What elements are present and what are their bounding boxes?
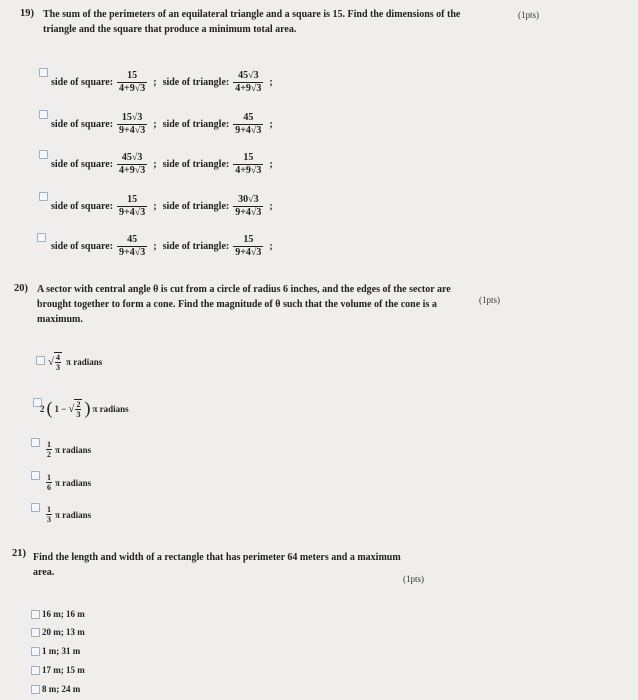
- q21-option-3-checkbox[interactable]: [31, 647, 40, 656]
- q20-unit: π radians: [55, 477, 92, 488]
- q19-opt3-square-fraction: $\frac{45√3}{4+9√3}$: [119, 152, 146, 176]
- q20-opt5-fraction: 1 3: [47, 505, 51, 524]
- q21-option-2-label: 20 m; 13 m: [42, 627, 85, 637]
- q20-number: 20): [14, 283, 28, 294]
- q20-unit: π radians: [55, 444, 92, 455]
- q21-option-1-label: 16 m; 16 m: [42, 609, 85, 619]
- q19-label-square: side of square:: [51, 159, 114, 170]
- q19-opt5-triangle-fraction: $\frac{15}{9+4√3}$: [235, 234, 262, 258]
- q19-label-square: side of square:: [51, 77, 114, 88]
- q20-text-line1: A sector with central angle θ is cut from a circle of radius 6 inches, and the edges of the sector are: [37, 284, 451, 295]
- q21-option-4-checkbox[interactable]: [31, 666, 40, 675]
- q19-label-triangle: side of triangle:: [162, 159, 230, 170]
- q21-option-2-checkbox[interactable]: [31, 628, 40, 637]
- q19-points: (1pts): [518, 10, 539, 20]
- q20-option-4-checkbox[interactable]: [31, 471, 40, 480]
- q20-option-3-checkbox[interactable]: [31, 438, 40, 447]
- q19-label-square: side of square:: [51, 119, 114, 130]
- q19-label-square: side of square:: [51, 201, 114, 212]
- q20-option-1-checkbox[interactable]: [36, 356, 45, 365]
- q19-label-triangle: side of triangle:: [162, 241, 230, 252]
- q19-label-square: side of square:: [51, 241, 114, 252]
- q20-unit: π radians: [92, 403, 129, 414]
- q21-option-5-checkbox[interactable]: [31, 685, 40, 694]
- q19-option-3-checkbox[interactable]: [39, 150, 48, 159]
- q19-option-2-checkbox[interactable]: [39, 110, 48, 119]
- q21-option-4-label: 17 m; 15 m: [42, 665, 85, 675]
- q21-option-5-label: 8 m; 24 m: [42, 684, 81, 694]
- q19-option-4-checkbox[interactable]: [39, 192, 48, 201]
- q21-option-3-label: 1 m; 31 m: [42, 646, 81, 656]
- q20-opt2-coefficient: 2: [40, 403, 45, 414]
- q20-unit: π radians: [66, 357, 103, 367]
- q19-opt1-triangle-fraction: $\frac{45√3}{4+9√3}$: [235, 70, 262, 94]
- q20-opt2-sqrt: √ $\frac{2}{3}$: [68, 399, 81, 419]
- q19-text-line2: triangle and the square that produce a minimum total area.: [43, 24, 297, 35]
- q21-number: 21): [12, 548, 26, 559]
- q19-opt2-triangle-fraction: $\frac{45}{9+4√3}$: [235, 112, 262, 136]
- q19-text-line1: The sum of the perimeters of an equilateral triangle and a square is 15. Find the dimensions of the: [43, 9, 461, 20]
- q19-label-triangle: side of triangle:: [162, 201, 230, 212]
- q19-opt3-triangle-fraction: $\frac{15}{4+9√3}$: [235, 152, 262, 176]
- q20-text-line2: brought together to form a cone. Find the magnitude of θ such that the volume of the cone is a: [37, 299, 437, 310]
- q19-opt1-square-fraction: $\frac{15}{4+9√3}$: [119, 70, 146, 94]
- q20-option-5-checkbox[interactable]: [31, 503, 40, 512]
- q20-opt4-fraction: 1 6: [47, 473, 51, 492]
- q19-opt4-triangle-fraction: $\frac{30√3}{9+4√3}$: [235, 194, 262, 218]
- q20-unit: π radians: [55, 509, 92, 520]
- q21-points: (1pts): [403, 574, 424, 584]
- q21-text-line1: Find the length and width of a rectangle that has perimeter 64 meters and a maximum: [33, 552, 401, 563]
- q19-label-triangle: side of triangle:: [162, 119, 230, 130]
- q19-option-1-checkbox[interactable]: [39, 68, 48, 77]
- q19-number: 19): [20, 8, 34, 19]
- q20-opt3-fraction: 1 2: [47, 440, 51, 459]
- q20-text-line3: maximum.: [37, 314, 83, 325]
- q20-opt1-sqrt: √ $\frac{4}{3}$: [48, 353, 61, 372]
- q21-option-1-checkbox[interactable]: [31, 610, 40, 619]
- q21-text-line2: area.: [33, 567, 55, 578]
- q19-label-triangle: side of triangle:: [162, 77, 230, 88]
- q20-opt2-one-minus: 1 −: [54, 403, 67, 414]
- q19-option-5-checkbox[interactable]: [37, 233, 46, 242]
- q19-opt2-square-fraction: $\frac{15√3}{9+4√3}$: [119, 112, 146, 136]
- q19-opt4-square-fraction: $\frac{15}{9+4√3}$: [119, 194, 146, 218]
- q20-points: (1pts): [479, 295, 500, 305]
- q19-opt5-square-fraction: $\frac{45}{9+4√3}$: [119, 234, 146, 258]
